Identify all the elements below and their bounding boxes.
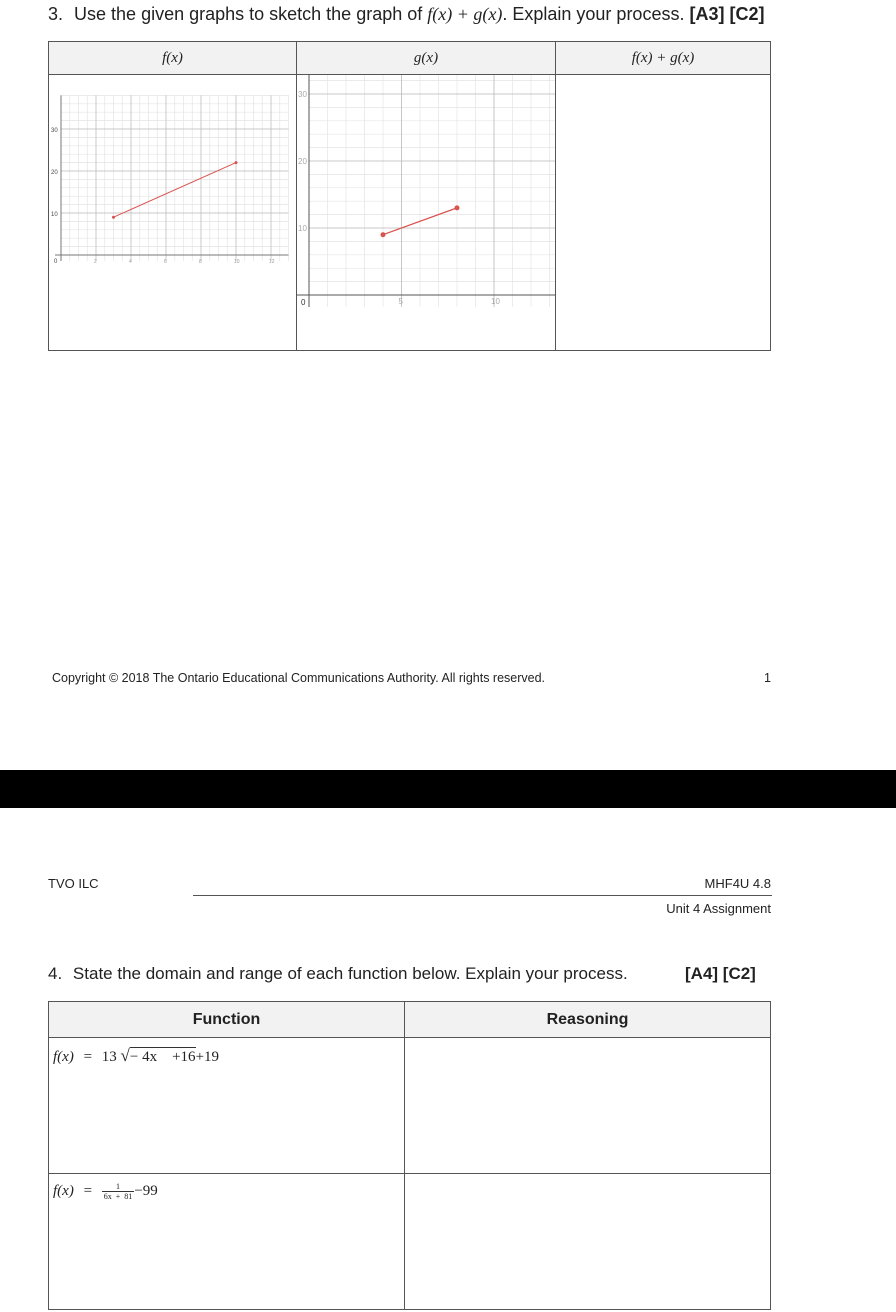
g-endpoint <box>381 232 386 237</box>
reasoning1-cell[interactable] <box>405 1038 771 1174</box>
q3-text-after: . Explain your process. <box>502 4 685 24</box>
header-unit: Unit 4 Assignment <box>666 901 771 916</box>
q3-title <box>48 4 764 25</box>
origin-label: 0 <box>54 259 58 265</box>
x-tick-label: 10 <box>491 297 500 306</box>
header-course: MHF4U 4.8 <box>704 876 771 891</box>
func2-fraction <box>102 1182 135 1201</box>
y-tick-label: 20 <box>298 157 307 166</box>
f-endpoint <box>235 161 238 164</box>
func1-coef: 13 <box>101 1049 117 1065</box>
func2-eq: = <box>83 1182 93 1199</box>
q4-marks: [A4] [C2] <box>685 964 756 983</box>
q3-col-sum: f(x) + g(x) <box>556 42 771 75</box>
func2-cell <box>49 1174 405 1310</box>
func1-radicand: − 4x +16 <box>129 1049 196 1065</box>
func2-num: 1 <box>102 1182 135 1192</box>
reasoning2-cell[interactable] <box>405 1174 771 1310</box>
func2-den: 6x + 81 <box>103 1192 133 1201</box>
graph-f-cell <box>49 75 297 351</box>
page-number: 1 <box>764 671 771 685</box>
page-break <box>0 770 896 808</box>
q4-number: 4. <box>48 964 63 983</box>
f-endpoint <box>112 216 115 219</box>
x-tick-label: 6 <box>164 259 167 265</box>
q4-col-reasoning: Reasoning <box>405 1002 771 1038</box>
y-tick-label: 10 <box>298 224 307 233</box>
func1-eq: = <box>83 1049 93 1065</box>
q3-text: Use the given graphs to sketch the graph of <box>74 4 423 24</box>
header-rule <box>193 895 772 896</box>
origin-label: 0 <box>301 298 306 307</box>
graph-g-cell <box>297 75 556 351</box>
x-tick-label: 2 <box>94 259 97 265</box>
func2-tail: −99 <box>134 1182 158 1199</box>
func1-cell <box>49 1038 405 1174</box>
q4-col-function: Function <box>49 1002 405 1038</box>
x-tick-label: 10 <box>234 259 240 265</box>
x-tick-label: 4 <box>129 259 132 265</box>
g-endpoint <box>455 205 460 210</box>
answer-sum-cell[interactable] <box>556 75 771 351</box>
y-tick-label: 20 <box>51 170 58 176</box>
x-tick-label: 8 <box>199 259 202 265</box>
graph-f <box>49 75 296 345</box>
y-tick-label: 10 <box>51 212 58 218</box>
q3-col-g: g(x) <box>297 42 556 75</box>
q4-text: State the domain and range of each function below. Explain your process. <box>72 964 628 983</box>
q3-expr: f(x) + g(x) <box>427 4 503 24</box>
y-tick-label: 30 <box>51 128 58 134</box>
copyright: Copyright © 2018 The Ontario Educational Communications Authority. All rights reserved. <box>52 671 546 685</box>
q4-title <box>48 964 628 984</box>
q4-table <box>48 1001 771 1310</box>
q3-col-f: f(x) <box>49 42 297 75</box>
q3-table <box>48 41 771 351</box>
q3-marks: [A3] [C2] <box>689 4 765 24</box>
graph-g <box>297 75 555 345</box>
x-tick-label: 5 <box>398 297 403 306</box>
func1-lhs: f(x) <box>53 1049 74 1065</box>
x-tick-label: 12 <box>269 259 275 265</box>
func1-tail: +19 <box>195 1049 220 1065</box>
q3-number: 3. <box>48 4 64 24</box>
sqrt-icon: √ <box>120 1046 130 1065</box>
y-tick-label: 30 <box>298 90 307 99</box>
header-left: TVO ILC <box>48 876 99 891</box>
func2-lhs: f(x) <box>53 1182 74 1199</box>
